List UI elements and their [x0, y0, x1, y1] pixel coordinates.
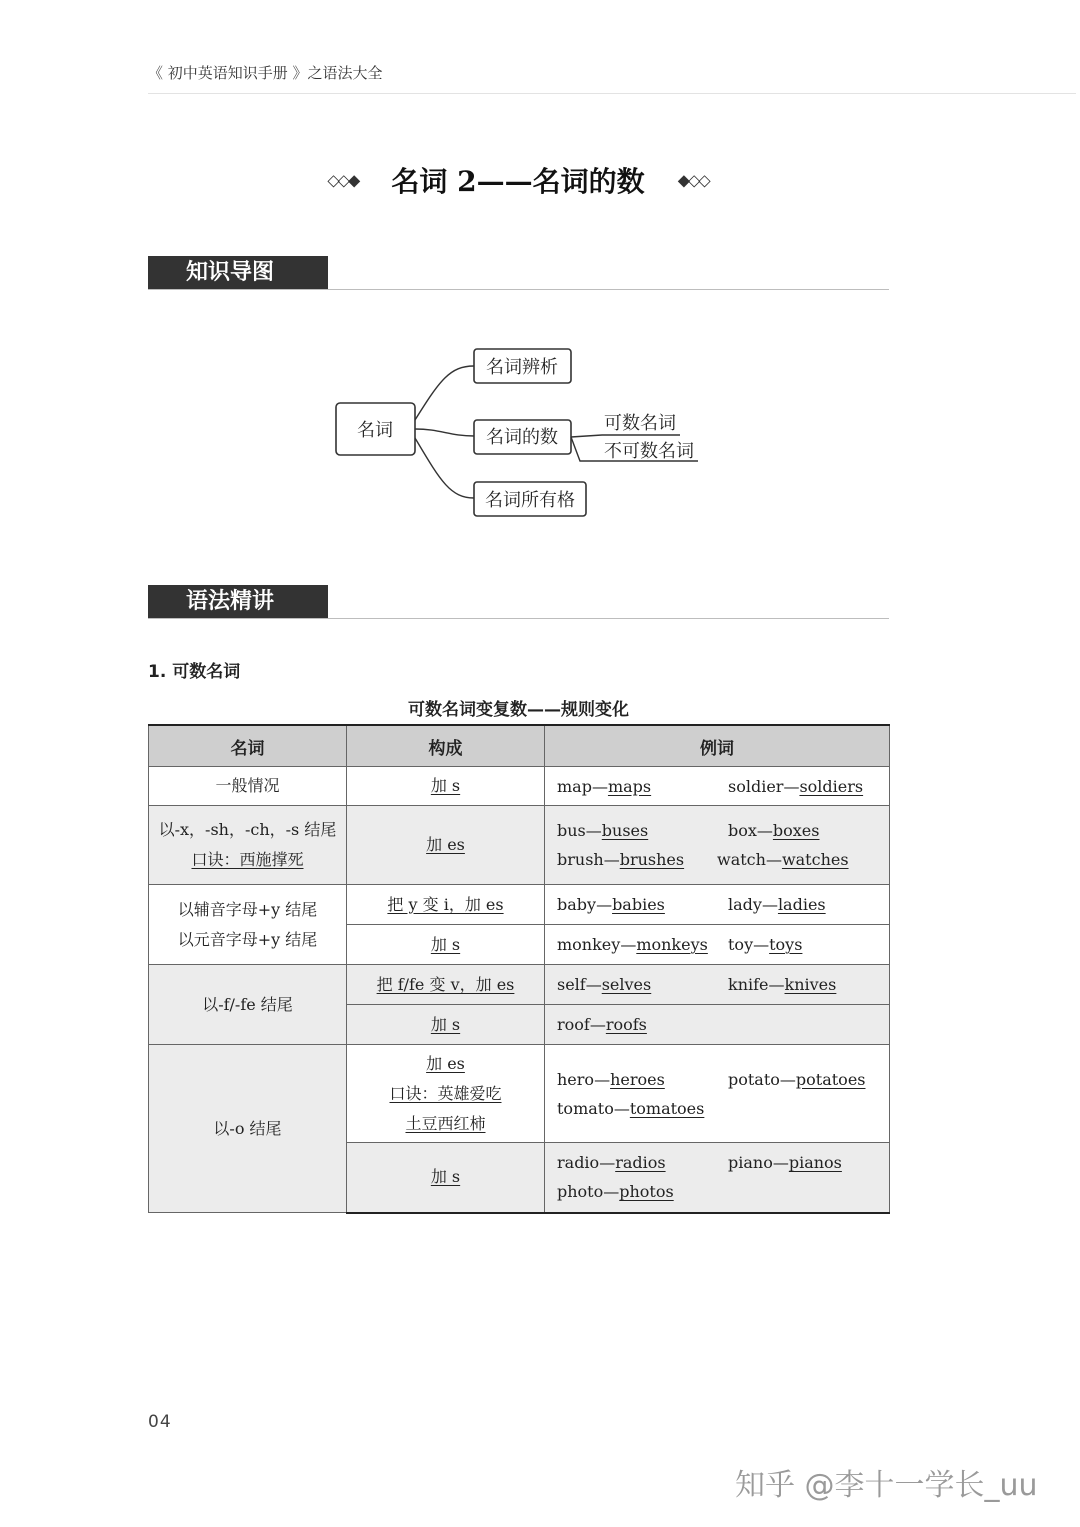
- mnemonic: 口诀：英雄爱吃: [389, 1083, 502, 1103]
- dash: —: [603, 1182, 620, 1202]
- table-row: [149, 965, 890, 1005]
- mnemonic: 土豆西红柿: [405, 1113, 486, 1133]
- example-pair: [728, 930, 888, 959]
- mindmap-branch-label: 名词所有格: [485, 490, 575, 511]
- title-right-decoration: ◆◇◇: [677, 170, 709, 190]
- table-header-row: [149, 725, 890, 767]
- form-cell: [347, 1143, 545, 1213]
- example-plural: potatoes: [795, 1069, 866, 1089]
- examples-cell: [545, 1005, 890, 1045]
- dash: —: [603, 850, 620, 869]
- subsection-heading: 1. 可数名词: [148, 662, 241, 682]
- example-plural: toys: [769, 935, 803, 954]
- example-pair: [557, 930, 728, 959]
- example-singular: tomato: [557, 1098, 614, 1118]
- header-divider: [148, 93, 1076, 94]
- example-plural: pianos: [788, 1153, 842, 1173]
- example-pair: [728, 816, 888, 845]
- example-singular: watch: [717, 850, 766, 869]
- example-plural: ladies: [777, 895, 826, 914]
- examples-cell: [545, 885, 890, 925]
- example-pair: [717, 845, 888, 874]
- example-singular: knife: [728, 975, 769, 994]
- example-pair: [728, 890, 888, 919]
- example-pair: [557, 816, 728, 845]
- mindmap-root-label: 名词: [357, 420, 393, 441]
- mindmap-link: [415, 366, 474, 420]
- dash: —: [783, 776, 800, 796]
- dash: —: [585, 821, 602, 840]
- dash: —: [768, 975, 785, 994]
- form-text: 加 s: [430, 934, 461, 954]
- dash: —: [756, 821, 773, 840]
- examples-cell: [545, 1143, 890, 1213]
- dash: —: [613, 1098, 630, 1118]
- table-caption: 可数名词变复数——规则变化: [408, 700, 629, 720]
- example-singular: photo: [557, 1182, 604, 1202]
- table-row: [149, 885, 890, 925]
- example-singular: hero: [557, 1069, 595, 1089]
- column-header: 名词: [149, 725, 347, 767]
- dash: —: [761, 895, 778, 914]
- example-plural: photos: [619, 1182, 674, 1202]
- examples-cell: [545, 806, 890, 885]
- section-divider: [148, 618, 889, 619]
- noun-cell: 以-o 结尾: [149, 1045, 347, 1213]
- example-pair: [557, 1148, 728, 1177]
- column-header: 构成: [347, 725, 545, 767]
- example-singular: bus: [557, 821, 586, 840]
- example-plural: babies: [612, 895, 665, 914]
- noun-rule: 以-x，-sh，-ch，-s 结尾: [158, 820, 337, 839]
- example-pair: [728, 1065, 888, 1094]
- page-title-row: [0, 160, 1036, 200]
- mindmap-leaf-label: 不可数名词: [604, 441, 694, 462]
- examples-cell: [545, 1045, 890, 1143]
- example-singular: lady: [728, 895, 762, 914]
- form-cell: [347, 767, 545, 806]
- page-header: 《 初中英语知识手册 》之语法大全: [148, 64, 383, 82]
- section-divider: [148, 289, 889, 290]
- dash: —: [594, 1069, 611, 1089]
- example-plural: radios: [615, 1153, 666, 1173]
- example-plural: watches: [781, 850, 849, 869]
- example-singular: brush: [557, 850, 604, 869]
- example-plural: brushes: [619, 850, 685, 869]
- dash: —: [596, 895, 613, 914]
- example-singular: toy: [728, 935, 754, 954]
- example-pair: [557, 890, 728, 919]
- example-plural: tomatoes: [629, 1098, 705, 1118]
- form-text: 把 y 变 i，加 es: [387, 894, 504, 914]
- example-pair: [557, 1010, 728, 1039]
- example-plural: monkeys: [636, 935, 708, 954]
- noun-cell: 一般情况: [149, 767, 347, 806]
- dash: —: [779, 1069, 796, 1089]
- example-singular: self: [557, 975, 586, 994]
- form-cell: [347, 1045, 545, 1143]
- title-left-decoration: ◇◇◆: [327, 170, 359, 190]
- example-plural: buses: [601, 821, 649, 840]
- example-plural: heroes: [610, 1069, 665, 1089]
- form-cell: [347, 965, 545, 1005]
- mindmap-link: [415, 429, 474, 436]
- form-text: 加 es: [426, 835, 465, 854]
- mnemonic: 口诀：西施撑死: [191, 850, 304, 869]
- form-text: 加 s: [430, 776, 461, 795]
- table-row: [149, 806, 890, 885]
- example-pair: [557, 970, 728, 999]
- form-cell: [347, 885, 545, 925]
- form-text: 把 f/fe 变 v，加 es: [376, 974, 515, 994]
- mindmap-leaf-link: [571, 435, 680, 437]
- example-singular: monkey: [557, 935, 621, 954]
- noun-rule: 以辅音字母+y 结尾: [177, 899, 318, 919]
- dash: —: [772, 1153, 789, 1173]
- examples-cell: [545, 965, 890, 1005]
- form-text: 加 s: [430, 1167, 461, 1187]
- form-cell: [347, 925, 545, 965]
- example-singular: radio: [557, 1153, 600, 1173]
- example-plural: soldiers: [799, 776, 864, 796]
- form-cell: [347, 1005, 545, 1045]
- section-heading-grammar: 语法精讲: [148, 585, 328, 619]
- noun-cell: [149, 885, 347, 965]
- example-pair: [728, 970, 888, 999]
- example-singular: roof: [557, 1015, 590, 1034]
- column-header: 例词: [545, 725, 890, 767]
- example-pair: [557, 1094, 717, 1123]
- example-singular: piano: [728, 1153, 773, 1173]
- dash: —: [591, 776, 608, 796]
- page-number: 04: [148, 1412, 172, 1432]
- noun-rule: 以元音字母+y 结尾: [177, 929, 318, 949]
- example-plural: selves: [601, 975, 652, 994]
- example-singular: map: [557, 776, 592, 796]
- dash: —: [585, 975, 602, 994]
- examples-cell: [545, 767, 890, 806]
- example-plural: roofs: [605, 1015, 647, 1034]
- dash: —: [753, 935, 770, 954]
- mindmap-link: [415, 438, 474, 498]
- example-pair: [557, 845, 717, 874]
- dash: —: [765, 850, 782, 869]
- noun-cell: [149, 806, 347, 885]
- example-pair: [557, 772, 728, 801]
- dash: —: [589, 1015, 606, 1034]
- example-pair: [728, 772, 888, 801]
- mindmap-leaf-label: 可数名词: [604, 413, 676, 434]
- form-text: 加 es: [426, 1053, 465, 1073]
- example-pair: [557, 1177, 717, 1206]
- noun-cell: 以-f/-fe 结尾: [149, 965, 347, 1045]
- mindmap-branch-label: 名词辨析: [486, 357, 558, 378]
- example-singular: baby: [557, 895, 597, 914]
- table-row: [149, 1045, 890, 1143]
- example-plural: knives: [784, 975, 837, 994]
- example-pair: [728, 1148, 888, 1177]
- example-singular: potato: [728, 1069, 780, 1089]
- example-plural: boxes: [772, 821, 820, 840]
- example-plural: maps: [607, 776, 652, 796]
- form-cell: [347, 806, 545, 885]
- table-row: [149, 767, 890, 806]
- section-heading-mindmap: 知识导图: [148, 256, 328, 290]
- plural-rules-table: [148, 724, 890, 1214]
- footer-credit: 知乎 @李十一学长_uu: [735, 1468, 1038, 1503]
- dash: —: [599, 1153, 616, 1173]
- example-singular: soldier: [728, 776, 784, 796]
- example-singular: box: [728, 821, 757, 840]
- example-pair: [557, 1065, 728, 1094]
- mindmap-diagram: [330, 340, 710, 530]
- examples-cell: [545, 925, 890, 965]
- page-title: 名词 2——名词的数: [391, 165, 645, 198]
- form-text: 加 s: [430, 1014, 461, 1034]
- mindmap-branch-label: 名词的数: [486, 427, 558, 448]
- dash: —: [620, 935, 637, 954]
